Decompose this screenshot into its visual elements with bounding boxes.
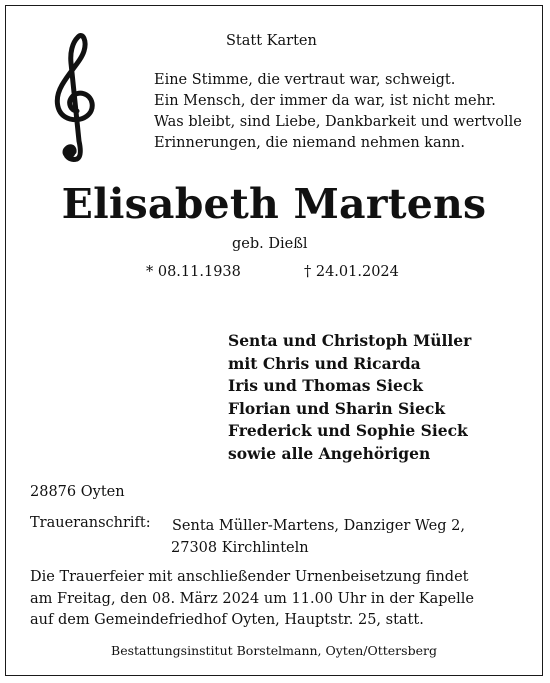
treble-clef-icon — [50, 33, 102, 163]
mourner-line: Iris und Thomas Sieck — [228, 376, 424, 395]
address-line: Senta Müller-Martens, Danziger Weg 2, — [172, 518, 465, 534]
poem-line: Was bleibt, sind Liebe, Dankbarkeit und wertvolle — [154, 114, 522, 130]
service-line: Die Trauerfeier mit anschließender Urnenbeisetzung findet — [30, 569, 469, 585]
mourner-line: sowie alle Angehörigen — [228, 443, 431, 463]
poem-line: Erinnerungen, die niemand nehmen kann. — [154, 135, 465, 151]
poem-line: Ein Mensch, der immer da war, ist nicht mehr. — [154, 93, 496, 109]
mourner-line: Florian und Sharin Sieck — [228, 398, 446, 418]
maiden-name: geb. Dießl — [232, 236, 308, 252]
undertaker: Bestattungsinstitut Borstelmann, Oyten/Ottersberg — [111, 643, 437, 658]
service-line: am Freitag, den 08. März 2024 um 11.00 Uhr in der Kapelle — [30, 590, 474, 607]
place: 28876 Oyten — [30, 484, 125, 500]
address-line: 27308 Kirchlinteln — [171, 540, 309, 556]
deceased-name: Elisabeth Martens — [61, 180, 487, 228]
mourner-line: mit Chris und Ricarda — [228, 353, 421, 373]
mourners-list — [228, 330, 471, 465]
address-label: Traueranschrift: — [30, 515, 151, 531]
service-info — [30, 567, 474, 632]
header-text: Statt Karten — [226, 33, 317, 49]
poem-line: Eine Stimme, die vertraut war, schweigt. — [154, 72, 456, 88]
death-date: † 24.01.2024 — [304, 264, 399, 280]
mourner-line: Frederick und Sophie Sieck — [228, 421, 468, 440]
poem — [154, 70, 522, 154]
birth-date: * 08.11.1938 — [146, 264, 241, 280]
mourning-address — [172, 515, 465, 559]
mourner-line: Senta und Christoph Müller — [228, 331, 472, 350]
service-line: auf dem Gemeindefriedhof Oyten, Hauptstr. 25, statt. — [30, 612, 424, 628]
